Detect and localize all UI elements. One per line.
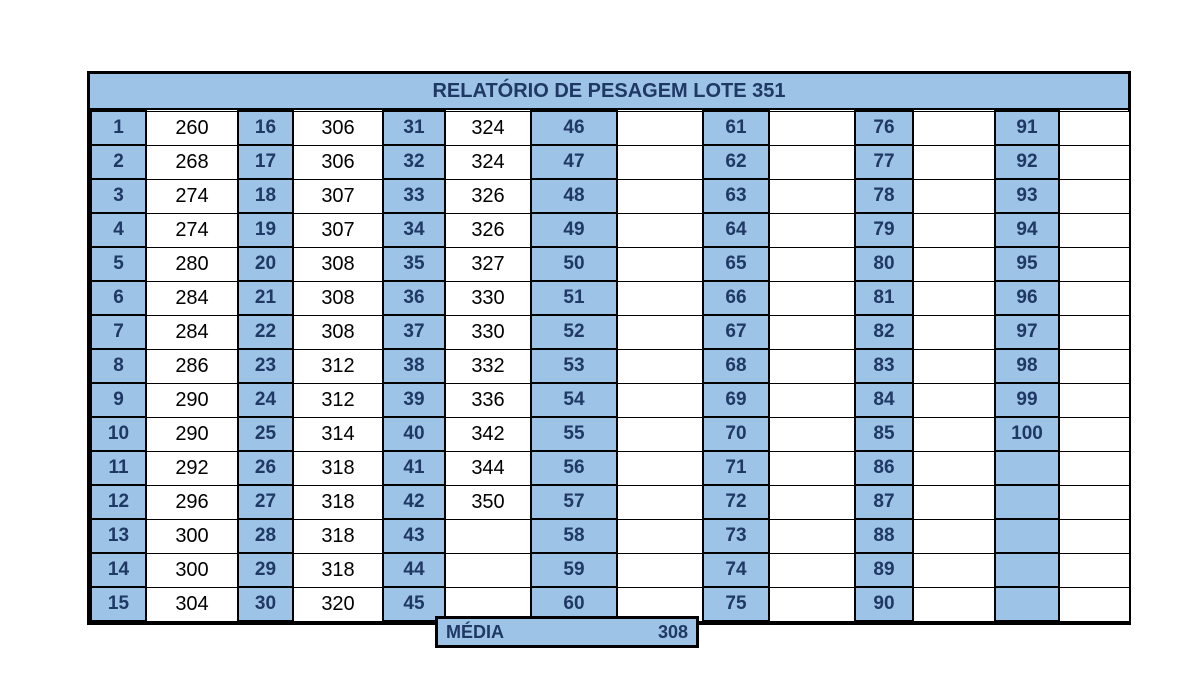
weight-value: 307 <box>293 179 383 213</box>
weight-value <box>913 179 995 213</box>
weight-value <box>1059 213 1129 247</box>
weight-value: 326 <box>445 179 531 213</box>
table-row <box>91 417 1129 451</box>
item-number: 3 <box>91 179 146 213</box>
item-number: 54 <box>531 383 617 417</box>
item-number: 35 <box>383 247 445 281</box>
table-row <box>91 349 1129 383</box>
weight-value: 312 <box>293 349 383 383</box>
weight-value <box>769 247 855 281</box>
weight-value: 318 <box>293 451 383 485</box>
weight-value <box>769 587 855 621</box>
weight-value: 350 <box>445 485 531 519</box>
item-number: 55 <box>531 417 617 451</box>
item-number: 14 <box>91 553 146 587</box>
weight-value <box>1059 247 1129 281</box>
weight-value: 300 <box>146 519 238 553</box>
item-number: 30 <box>238 587 293 621</box>
item-number: 83 <box>855 349 913 383</box>
weight-value: 290 <box>146 417 238 451</box>
weight-value <box>769 213 855 247</box>
item-number: 95 <box>995 247 1059 281</box>
item-number: 93 <box>995 179 1059 213</box>
weight-value: 327 <box>445 247 531 281</box>
item-number: 65 <box>703 247 769 281</box>
weight-value: 318 <box>293 519 383 553</box>
average-box <box>435 616 699 648</box>
item-number: 78 <box>855 179 913 213</box>
weight-value: 308 <box>293 315 383 349</box>
item-number: 98 <box>995 349 1059 383</box>
item-number <box>995 553 1059 587</box>
weight-value <box>913 315 995 349</box>
weight-value <box>1059 179 1129 213</box>
item-number: 92 <box>995 145 1059 179</box>
weight-value: 318 <box>293 553 383 587</box>
item-number: 100 <box>995 417 1059 451</box>
item-number: 62 <box>703 145 769 179</box>
item-number: 27 <box>238 485 293 519</box>
item-number: 89 <box>855 553 913 587</box>
item-number: 74 <box>703 553 769 587</box>
item-number: 1 <box>91 111 146 145</box>
weight-value <box>769 145 855 179</box>
item-number: 17 <box>238 145 293 179</box>
item-number: 49 <box>531 213 617 247</box>
weight-value <box>913 349 995 383</box>
item-number: 20 <box>238 247 293 281</box>
weight-value <box>913 587 995 621</box>
item-number: 96 <box>995 281 1059 315</box>
item-number: 25 <box>238 417 293 451</box>
weight-value: 306 <box>293 145 383 179</box>
table-row <box>91 519 1129 553</box>
item-number: 53 <box>531 349 617 383</box>
weight-value <box>445 553 531 587</box>
item-number: 90 <box>855 587 913 621</box>
weight-value <box>769 111 855 145</box>
weight-value <box>769 179 855 213</box>
item-number: 82 <box>855 315 913 349</box>
table-row <box>91 145 1129 179</box>
weight-value: 268 <box>146 145 238 179</box>
item-number: 46 <box>531 111 617 145</box>
weight-value <box>913 383 995 417</box>
weight-value: 290 <box>146 383 238 417</box>
item-number: 12 <box>91 485 146 519</box>
item-number: 66 <box>703 281 769 315</box>
weight-value <box>913 519 995 553</box>
item-number: 63 <box>703 179 769 213</box>
item-number: 50 <box>531 247 617 281</box>
item-number: 81 <box>855 281 913 315</box>
item-number: 39 <box>383 383 445 417</box>
table-row <box>91 451 1129 485</box>
weight-value: 274 <box>146 179 238 213</box>
item-number: 72 <box>703 485 769 519</box>
item-number: 10 <box>91 417 146 451</box>
item-number: 31 <box>383 111 445 145</box>
weight-value: 336 <box>445 383 531 417</box>
item-number: 48 <box>531 179 617 213</box>
item-number: 38 <box>383 349 445 383</box>
weight-value <box>617 315 703 349</box>
weight-value <box>1059 587 1129 621</box>
item-number: 69 <box>703 383 769 417</box>
item-number: 7 <box>91 315 146 349</box>
item-number: 88 <box>855 519 913 553</box>
item-number <box>995 451 1059 485</box>
weight-value <box>1059 349 1129 383</box>
table-row <box>91 553 1129 587</box>
weight-value <box>913 213 995 247</box>
weight-value <box>913 145 995 179</box>
weight-value: 280 <box>146 247 238 281</box>
weight-value: 312 <box>293 383 383 417</box>
item-number: 6 <box>91 281 146 315</box>
weight-value: 306 <box>293 111 383 145</box>
weight-value <box>617 179 703 213</box>
item-number: 44 <box>383 553 445 587</box>
weight-value <box>913 417 995 451</box>
weight-value: 320 <box>293 587 383 621</box>
weight-value: 292 <box>146 451 238 485</box>
weight-value <box>445 519 531 553</box>
weight-value: 304 <box>146 587 238 621</box>
item-number: 60 <box>531 587 617 621</box>
item-number: 18 <box>238 179 293 213</box>
item-number: 45 <box>383 587 445 621</box>
weight-value <box>617 485 703 519</box>
item-number: 86 <box>855 451 913 485</box>
weight-value: 330 <box>445 315 531 349</box>
weight-value <box>769 553 855 587</box>
item-number: 15 <box>91 587 146 621</box>
item-number <box>995 485 1059 519</box>
item-number: 91 <box>995 111 1059 145</box>
table-row <box>91 179 1129 213</box>
weight-value: 344 <box>445 451 531 485</box>
weight-value: 260 <box>146 111 238 145</box>
weight-value <box>769 451 855 485</box>
table-row <box>91 213 1129 247</box>
item-number: 42 <box>383 485 445 519</box>
item-number: 67 <box>703 315 769 349</box>
weight-value <box>617 451 703 485</box>
weight-value <box>617 553 703 587</box>
table-row <box>91 281 1129 315</box>
weight-value <box>617 519 703 553</box>
weight-value <box>617 145 703 179</box>
weight-value: 284 <box>146 281 238 315</box>
weight-value <box>617 417 703 451</box>
weight-value <box>769 349 855 383</box>
weight-value <box>617 213 703 247</box>
table-row <box>91 111 1129 145</box>
weight-value: 274 <box>146 213 238 247</box>
item-number: 16 <box>238 111 293 145</box>
report-title: RELATÓRIO DE PESAGEM LOTE 351 <box>90 74 1128 110</box>
item-number: 8 <box>91 349 146 383</box>
item-number: 32 <box>383 145 445 179</box>
weight-value <box>769 417 855 451</box>
weight-value: 286 <box>146 349 238 383</box>
item-number <box>995 587 1059 621</box>
weight-value <box>1059 553 1129 587</box>
weight-value <box>1059 111 1129 145</box>
weight-value: 296 <box>146 485 238 519</box>
weight-value <box>617 247 703 281</box>
weight-value <box>913 553 995 587</box>
weight-value: 308 <box>293 281 383 315</box>
table-row <box>91 383 1129 417</box>
item-number: 33 <box>383 179 445 213</box>
weight-value <box>617 111 703 145</box>
weight-value <box>1059 315 1129 349</box>
weight-value <box>769 485 855 519</box>
weight-value <box>1059 145 1129 179</box>
item-number: 97 <box>995 315 1059 349</box>
item-number: 36 <box>383 281 445 315</box>
item-number: 2 <box>91 145 146 179</box>
average-label: MÉDIA <box>446 622 504 642</box>
weighing-report <box>87 71 1131 625</box>
item-number: 51 <box>531 281 617 315</box>
table-row <box>91 247 1129 281</box>
item-number: 9 <box>91 383 146 417</box>
table-row <box>91 315 1129 349</box>
weight-value <box>913 485 995 519</box>
item-number: 37 <box>383 315 445 349</box>
weight-value <box>617 349 703 383</box>
item-number: 11 <box>91 451 146 485</box>
weight-value <box>769 315 855 349</box>
item-number: 56 <box>531 451 617 485</box>
item-number: 79 <box>855 213 913 247</box>
item-number: 73 <box>703 519 769 553</box>
item-number: 61 <box>703 111 769 145</box>
weight-value <box>1059 417 1129 451</box>
weight-value <box>1059 485 1129 519</box>
weight-value: 326 <box>445 213 531 247</box>
item-number: 71 <box>703 451 769 485</box>
item-number: 41 <box>383 451 445 485</box>
item-number: 29 <box>238 553 293 587</box>
weight-value <box>1059 281 1129 315</box>
weight-value <box>769 281 855 315</box>
item-number: 87 <box>855 485 913 519</box>
item-number: 34 <box>383 213 445 247</box>
item-number: 85 <box>855 417 913 451</box>
item-number: 64 <box>703 213 769 247</box>
item-number: 76 <box>855 111 913 145</box>
item-number: 47 <box>531 145 617 179</box>
item-number: 84 <box>855 383 913 417</box>
item-number <box>995 519 1059 553</box>
item-number: 4 <box>91 213 146 247</box>
item-number: 99 <box>995 383 1059 417</box>
weight-value: 308 <box>293 247 383 281</box>
item-number: 57 <box>531 485 617 519</box>
item-number: 52 <box>531 315 617 349</box>
weight-value: 324 <box>445 145 531 179</box>
weight-value: 342 <box>445 417 531 451</box>
item-number: 23 <box>238 349 293 383</box>
item-number: 13 <box>91 519 146 553</box>
item-number: 43 <box>383 519 445 553</box>
item-number: 40 <box>383 417 445 451</box>
average-value: 308 <box>657 622 688 642</box>
weight-value: 284 <box>146 315 238 349</box>
weight-value <box>913 111 995 145</box>
weight-value <box>617 383 703 417</box>
item-number: 75 <box>703 587 769 621</box>
weight-value: 318 <box>293 485 383 519</box>
weight-value <box>1059 451 1129 485</box>
item-number: 22 <box>238 315 293 349</box>
weight-value: 330 <box>445 281 531 315</box>
item-number: 5 <box>91 247 146 281</box>
item-number: 28 <box>238 519 293 553</box>
weight-value <box>769 519 855 553</box>
weight-value <box>1059 519 1129 553</box>
weight-value <box>913 247 995 281</box>
weight-value <box>769 383 855 417</box>
weight-value: 332 <box>445 349 531 383</box>
item-number: 77 <box>855 145 913 179</box>
weight-value <box>913 281 995 315</box>
item-number: 21 <box>238 281 293 315</box>
weight-value <box>1059 383 1129 417</box>
weight-value: 307 <box>293 213 383 247</box>
weights-grid <box>90 110 1130 622</box>
weight-value: 324 <box>445 111 531 145</box>
weight-value: 300 <box>146 553 238 587</box>
item-number: 58 <box>531 519 617 553</box>
item-number: 70 <box>703 417 769 451</box>
item-number: 24 <box>238 383 293 417</box>
item-number: 26 <box>238 451 293 485</box>
item-number: 80 <box>855 247 913 281</box>
item-number: 19 <box>238 213 293 247</box>
item-number: 68 <box>703 349 769 383</box>
weight-value <box>913 451 995 485</box>
item-number: 59 <box>531 553 617 587</box>
weight-value: 314 <box>293 417 383 451</box>
weight-value <box>617 281 703 315</box>
item-number: 94 <box>995 213 1059 247</box>
table-row <box>91 485 1129 519</box>
